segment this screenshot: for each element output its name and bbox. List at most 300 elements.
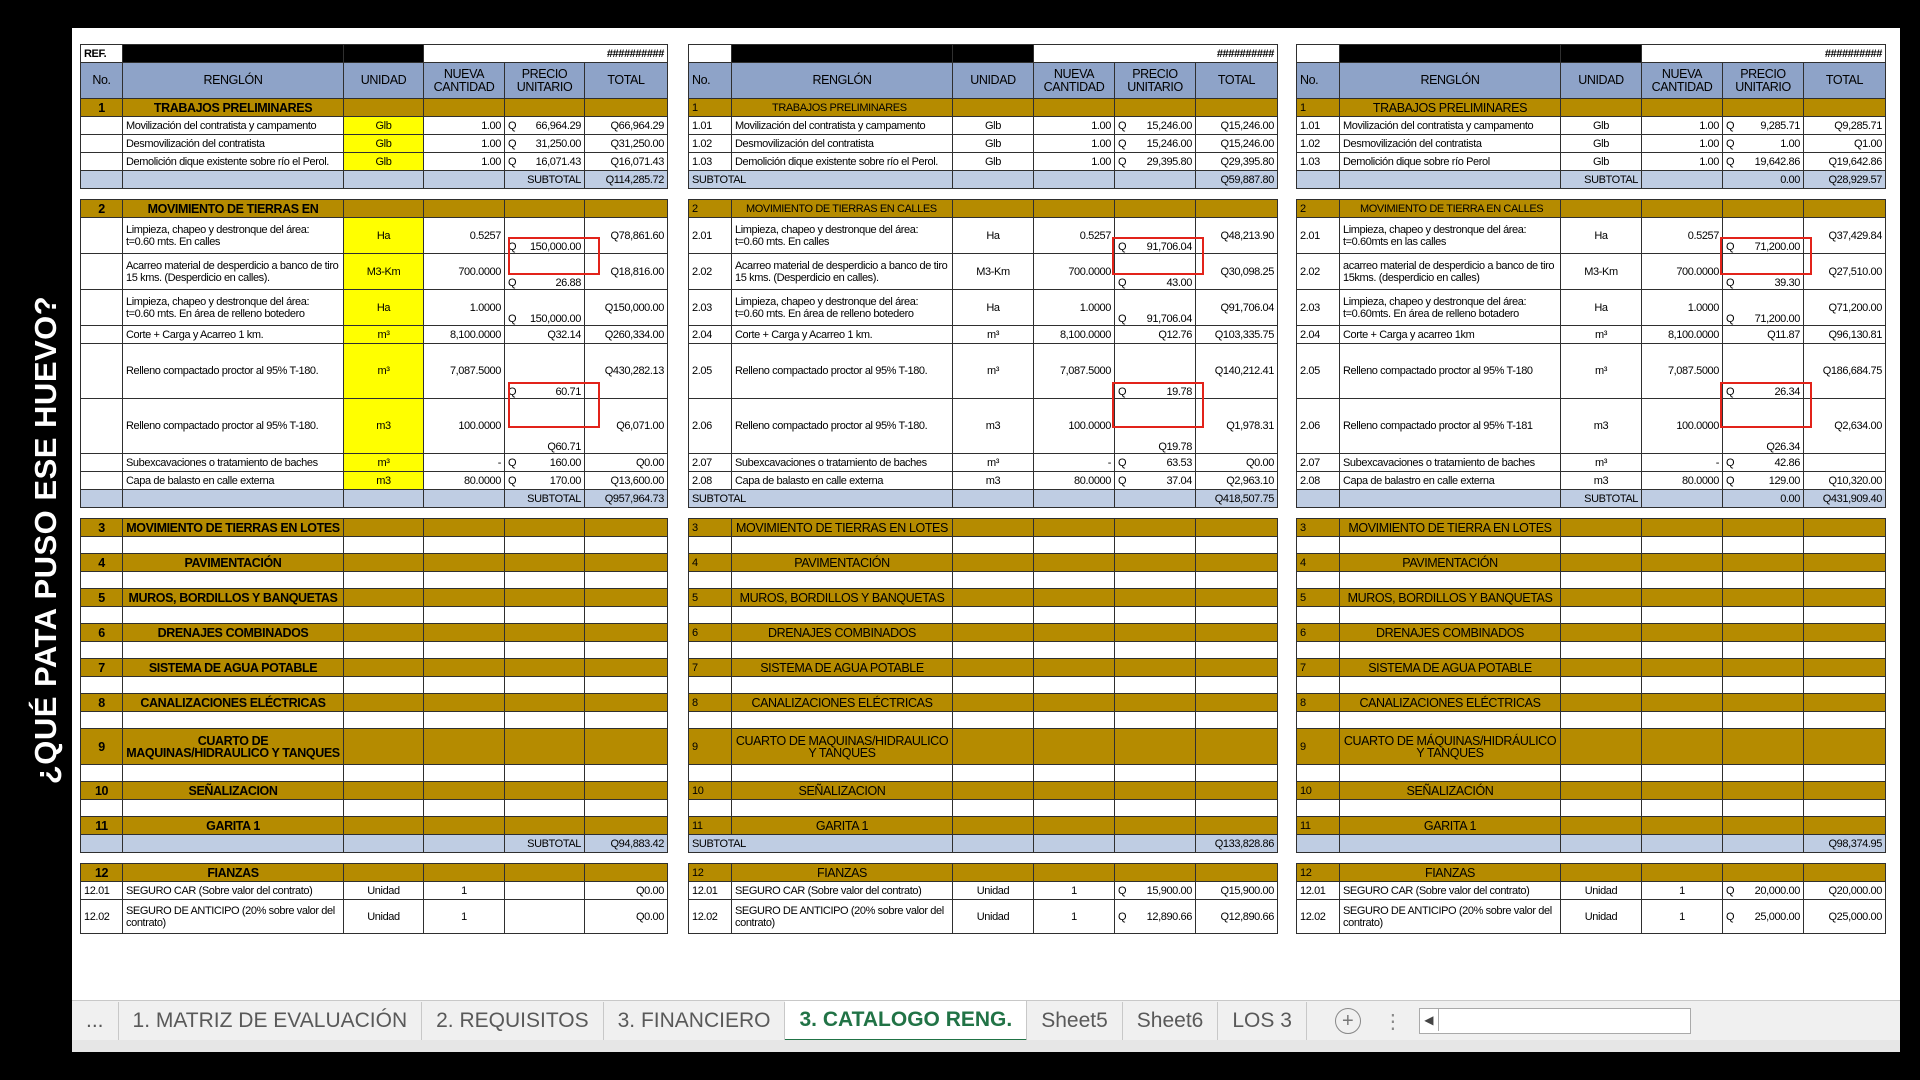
table-cell[interactable]: 1 [424, 900, 505, 934]
table-cell[interactable]: Desmovilización del contratista [732, 135, 953, 153]
table-cell[interactable]: 2.04 [1297, 326, 1340, 344]
table-cell[interactable]: Ha [1561, 290, 1642, 326]
table-cell[interactable]: 700.0000 [1642, 254, 1723, 290]
table-row[interactable] [1297, 290, 1886, 326]
table-cell[interactable]: Q18,816.00 [585, 254, 668, 290]
table-cell[interactable]: CUARTO DE MAQUINAS/HIDRAULICO Y TANQUES [732, 729, 953, 765]
table-cell[interactable]: 1 [424, 882, 505, 900]
table-cell[interactable]: M3-Km [953, 254, 1034, 290]
table-cell[interactable] [81, 254, 123, 290]
table-row[interactable] [1297, 472, 1886, 490]
table-cell[interactable] [505, 712, 585, 729]
table-cell[interactable]: 1.00 [1034, 153, 1115, 171]
table-cell[interactable] [505, 624, 585, 642]
table-cell[interactable] [1196, 537, 1278, 554]
table-cell[interactable]: 1.00 [1642, 153, 1723, 171]
table-cell[interactable] [1642, 712, 1723, 729]
table-cell[interactable] [1297, 189, 1886, 200]
table-cell[interactable] [344, 490, 424, 508]
table-cell[interactable]: 7,087.5000 [1642, 344, 1723, 399]
table-cell[interactable]: Ha [1561, 218, 1642, 254]
table-cell[interactable] [344, 537, 424, 554]
table-cell[interactable] [81, 765, 123, 782]
table-cell[interactable] [1804, 817, 1886, 835]
table-cell[interactable] [1804, 537, 1886, 554]
table-cell[interactable]: Limpieza, chapeo y destronque del área: t=0.60mts en las calles [1340, 218, 1561, 254]
table-cell[interactable]: Limpieza, chapeo y destronque del área: t=0.60 mts. En área de relleno botedero [732, 290, 953, 326]
table-cell[interactable] [1115, 900, 1196, 934]
table-cell[interactable] [1340, 800, 1561, 817]
table-cell[interactable]: Unidad [953, 900, 1034, 934]
table-cell[interactable] [585, 537, 668, 554]
table-cell[interactable] [1115, 554, 1196, 572]
table-cell[interactable] [1196, 765, 1278, 782]
table-cell[interactable] [1196, 729, 1278, 765]
table-cell[interactable]: TRABAJOS PRELIMINARES [1340, 99, 1561, 117]
table-cell[interactable] [81, 677, 123, 694]
table-cell[interactable] [344, 817, 424, 835]
table-cell[interactable] [424, 624, 505, 642]
table-cell[interactable] [1723, 454, 1804, 472]
table-cell[interactable] [81, 399, 123, 454]
table-cell[interactable]: Limpieza, chapeo y destronque del área: t=0.60 mts. En calles [732, 218, 953, 254]
table-cell[interactable]: 12 [81, 864, 123, 882]
table-cell[interactable] [1340, 171, 1561, 189]
table-cell[interactable]: Subexcavaciones o tratamiento de baches [732, 454, 953, 472]
table-cell[interactable] [344, 729, 424, 765]
table-cell[interactable] [1804, 677, 1886, 694]
table-cell[interactable]: DRENAJES COMBINADOS [1340, 624, 1561, 642]
table-cell[interactable]: Q98,374.95 [1804, 835, 1886, 853]
table-cell[interactable]: Limpieza, chapeo y destronque del área: t=0.60 mts. En calles [123, 218, 344, 254]
table-cell[interactable]: 7 [689, 659, 732, 677]
table-cell[interactable] [344, 642, 424, 659]
table-cell[interactable] [123, 642, 344, 659]
tab-sheet6[interactable]: Sheet6 [1123, 1002, 1219, 1040]
table-cell[interactable] [1034, 572, 1115, 589]
table-row[interactable] [81, 882, 668, 900]
table-cell[interactable]: Q26.34 [1723, 399, 1804, 454]
table-cell[interactable]: ########## [1642, 45, 1886, 63]
table-cell[interactable] [585, 817, 668, 835]
table-cell[interactable] [123, 765, 344, 782]
table-row[interactable] [689, 117, 1278, 135]
table-cell[interactable] [424, 677, 505, 694]
table-cell[interactable] [505, 290, 585, 326]
table-cell[interactable] [953, 765, 1034, 782]
table-cell[interactable] [585, 589, 668, 607]
table-cell[interactable]: Q430,282.13 [585, 344, 668, 399]
table-cell[interactable] [344, 554, 424, 572]
table-cell[interactable] [953, 490, 1034, 508]
table-cell[interactable] [505, 254, 585, 290]
table-cell[interactable] [424, 712, 505, 729]
table-cell[interactable] [953, 642, 1034, 659]
table-row[interactable] [1297, 254, 1886, 290]
table-cell[interactable] [81, 117, 123, 135]
table-cell[interactable] [424, 537, 505, 554]
table-cell[interactable]: GARITA 1 [123, 817, 344, 835]
table-cell[interactable] [1804, 712, 1886, 729]
table-cell[interactable]: Q103,335.75 [1196, 326, 1278, 344]
table-cell[interactable] [953, 864, 1034, 882]
table-cell[interactable]: Q48,213.90 [1196, 218, 1278, 254]
table-cell[interactable]: SEGURO DE ANTICIPO (20% sobre valor del contrato) [123, 900, 344, 934]
table-cell[interactable] [1340, 677, 1561, 694]
table-row[interactable] [81, 326, 668, 344]
table-cell[interactable] [81, 326, 123, 344]
table-cell[interactable] [1561, 572, 1642, 589]
table-cell[interactable]: Relleno compactado proctor al 95% T-180. [732, 344, 953, 399]
table-cell[interactable] [1642, 519, 1723, 537]
table-cell[interactable] [81, 454, 123, 472]
table-cell[interactable] [689, 508, 1278, 519]
table-cell[interactable] [81, 712, 123, 729]
table-cell[interactable] [81, 642, 123, 659]
table-cell[interactable] [1034, 694, 1115, 712]
table-cell[interactable] [1034, 537, 1115, 554]
table-cell[interactable]: MOVIMIENTO DE TIERRAS EN CALLES [732, 200, 953, 218]
table-cell[interactable] [1340, 572, 1561, 589]
table-cell[interactable] [689, 45, 732, 63]
table-cell[interactable]: Q15,900.00 [1196, 882, 1278, 900]
table-cell[interactable]: Q1.00 [1804, 135, 1886, 153]
table-cell[interactable] [1196, 554, 1278, 572]
table-cell[interactable] [1115, 99, 1196, 117]
table-cell[interactable]: Q91,706.04 [1196, 290, 1278, 326]
table-cell[interactable] [1297, 171, 1340, 189]
table-cell[interactable]: 10 [1297, 782, 1340, 800]
table-cell[interactable] [1297, 853, 1886, 864]
table-cell[interactable] [1034, 589, 1115, 607]
table-cell[interactable] [344, 800, 424, 817]
table-cell[interactable]: DRENAJES COMBINADOS [123, 624, 344, 642]
table-cell[interactable] [123, 537, 344, 554]
table-cell[interactable]: 1.03 [1297, 153, 1340, 171]
table-cell[interactable] [1340, 765, 1561, 782]
table-cell[interactable] [1804, 864, 1886, 882]
table-cell[interactable] [1723, 554, 1804, 572]
table-cell[interactable] [1196, 200, 1278, 218]
table-cell[interactable]: Q0.00 [585, 882, 668, 900]
table-cell[interactable] [505, 153, 585, 171]
table-cell[interactable] [1723, 153, 1804, 171]
table-cell[interactable] [1642, 607, 1723, 624]
table-cell[interactable] [1196, 99, 1278, 117]
table-cell[interactable]: Ha [344, 290, 424, 326]
table-cell[interactable] [1723, 694, 1804, 712]
table-cell[interactable]: PAVIMENTACIÓN [732, 554, 953, 572]
table-cell[interactable]: 12 [1297, 864, 1340, 882]
table-cell[interactable]: Q0.00 [585, 454, 668, 472]
table-cell[interactable] [424, 607, 505, 624]
table-cell[interactable] [1034, 659, 1115, 677]
table-cell[interactable]: CUARTO DE MAQUINAS/HIDRAULICO Y TANQUES [123, 729, 344, 765]
table-cell[interactable] [81, 607, 123, 624]
table-cell[interactable]: SEÑALIZACIÓN [1340, 782, 1561, 800]
table-cell[interactable] [953, 659, 1034, 677]
table-cell[interactable]: 11 [689, 817, 732, 835]
table-cell[interactable]: 1.0000 [424, 290, 505, 326]
table-cell[interactable]: SEGURO CAR (Sobre valor del contrato) [123, 882, 344, 900]
table-cell[interactable]: 12.02 [1297, 900, 1340, 934]
table-cell[interactable] [1561, 659, 1642, 677]
table-cell[interactable] [1034, 554, 1115, 572]
table-cell[interactable] [1034, 817, 1115, 835]
table-cell[interactable]: m3 [953, 472, 1034, 490]
table-cell[interactable] [81, 835, 123, 853]
table-cell[interactable] [585, 782, 668, 800]
table-cell[interactable] [123, 677, 344, 694]
table-cell[interactable]: Q12.76 [1115, 326, 1196, 344]
table-cell[interactable]: RENGLÓN [732, 63, 953, 99]
table-row[interactable] [689, 472, 1278, 490]
table-row[interactable] [689, 218, 1278, 254]
table-cell[interactable] [1642, 572, 1723, 589]
table-cell[interactable]: 2.01 [1297, 218, 1340, 254]
table-cell[interactable] [1561, 554, 1642, 572]
table-cell[interactable] [1340, 537, 1561, 554]
table-cell[interactable] [344, 171, 424, 189]
table-cell[interactable]: Subexcavaciones o tratamiento de baches [123, 454, 344, 472]
table-cell[interactable]: UNIDAD [953, 63, 1034, 99]
table-cell[interactable]: 2.02 [1297, 254, 1340, 290]
table-cell[interactable] [1723, 624, 1804, 642]
table-cell[interactable]: Unidad [344, 882, 424, 900]
table-cell[interactable]: Glb [1561, 153, 1642, 171]
table-cell[interactable] [1723, 99, 1804, 117]
table-cell[interactable] [1115, 835, 1196, 853]
table-row[interactable] [81, 135, 668, 153]
table-cell[interactable] [1723, 729, 1804, 765]
table-cell[interactable]: Acarreo material de desperdicio a banco de tiro 15 kms. (Desperdicio en calles). [732, 254, 953, 290]
table-cell[interactable]: m³ [1561, 454, 1642, 472]
table-cell[interactable]: Glb [1561, 135, 1642, 153]
table-cell[interactable]: 80.0000 [1642, 472, 1723, 490]
table-cell[interactable] [344, 712, 424, 729]
table-cell[interactable]: Q27,510.00 [1804, 254, 1886, 290]
table-cell[interactable] [732, 45, 953, 63]
table-cell[interactable]: 1.00 [1642, 117, 1723, 135]
tab-requisitos[interactable]: 2. REQUISITOS [422, 1002, 604, 1040]
table-cell[interactable] [1115, 817, 1196, 835]
table-row[interactable] [689, 290, 1278, 326]
table-cell[interactable]: 1.00 [1034, 135, 1115, 153]
table-cell[interactable]: Q133,828.86 [1196, 835, 1278, 853]
table-cell[interactable] [1297, 800, 1340, 817]
table-cell[interactable]: m³ [953, 454, 1034, 472]
table-cell[interactable]: SUBTOTAL [1561, 171, 1642, 189]
table-cell[interactable] [344, 589, 424, 607]
table-cell[interactable] [953, 782, 1034, 800]
table-cell[interactable] [1115, 607, 1196, 624]
table-cell[interactable] [1034, 99, 1115, 117]
table-cell[interactable] [1034, 624, 1115, 642]
table-cell[interactable] [505, 782, 585, 800]
tab-los3[interactable]: LOS 3 [1218, 1002, 1307, 1040]
table-cell[interactable] [505, 659, 585, 677]
table-cell[interactable]: m³ [953, 344, 1034, 399]
table-cell[interactable]: SEÑALIZACION [732, 782, 953, 800]
table-cell[interactable] [81, 344, 123, 399]
table-cell[interactable] [1723, 765, 1804, 782]
table-row[interactable] [1297, 135, 1886, 153]
add-sheet-icon[interactable]: + [1335, 1008, 1361, 1034]
table-cell[interactable]: m3 [344, 399, 424, 454]
table-cell[interactable]: 7 [81, 659, 123, 677]
table-cell[interactable]: 11 [81, 817, 123, 835]
table-cell[interactable] [1115, 218, 1196, 254]
table-cell[interactable]: Relleno compactado proctor al 95% T-180. [732, 399, 953, 454]
table-cell[interactable]: 4 [1297, 554, 1340, 572]
table-cell[interactable] [1297, 677, 1340, 694]
table-cell[interactable] [1804, 800, 1886, 817]
table-cell[interactable] [81, 153, 123, 171]
table-cell[interactable] [1642, 659, 1723, 677]
table-cell[interactable] [585, 729, 668, 765]
table-cell[interactable]: SUBTOTAL [505, 490, 585, 508]
table-cell[interactable]: Ha [953, 218, 1034, 254]
table-cell[interactable]: 6 [1297, 624, 1340, 642]
table-cell[interactable] [123, 607, 344, 624]
tab-matriz[interactable]: 1. MATRIZ DE EVALUACIÓN [119, 1002, 423, 1040]
table-cell[interactable] [1561, 712, 1642, 729]
table-cell[interactable] [1642, 817, 1723, 835]
table-cell[interactable]: 12.01 [1297, 882, 1340, 900]
table-cell[interactable] [1196, 519, 1278, 537]
table-cell[interactable]: m³ [344, 326, 424, 344]
table-cell[interactable] [344, 99, 424, 117]
table-cell[interactable] [424, 200, 505, 218]
table-cell[interactable]: 100.0000 [1034, 399, 1115, 454]
table-cell[interactable]: 3 [689, 519, 732, 537]
table-cell[interactable]: Relleno compactado proctor al 95% T-180 [1340, 344, 1561, 399]
table-cell[interactable]: Corte + Carga y Acarreo 1 km. [123, 326, 344, 344]
table-cell[interactable] [1723, 200, 1804, 218]
table-cell[interactable] [1723, 800, 1804, 817]
table-cell[interactable]: 8,100.0000 [1034, 326, 1115, 344]
table-cell[interactable] [1561, 782, 1642, 800]
table-cell[interactable] [1115, 642, 1196, 659]
table-cell[interactable] [1297, 835, 1340, 853]
table-cell[interactable] [1804, 659, 1886, 677]
table-cell[interactable]: Unidad [953, 882, 1034, 900]
scroll-left-icon[interactable]: ◀ [1420, 1009, 1439, 1031]
table-cell[interactable] [1034, 642, 1115, 659]
table-cell[interactable] [585, 864, 668, 882]
table-cell[interactable] [1723, 677, 1804, 694]
table-cell[interactable] [344, 659, 424, 677]
table-cell[interactable]: 12 [689, 864, 732, 882]
table-cell[interactable] [585, 99, 668, 117]
table-cell[interactable]: Unidad [1561, 882, 1642, 900]
table-cell[interactable] [953, 99, 1034, 117]
table-cell[interactable] [1115, 800, 1196, 817]
table-cell[interactable]: m3 [344, 472, 424, 490]
table-cell[interactable] [953, 589, 1034, 607]
table-cell[interactable] [1196, 624, 1278, 642]
table-cell[interactable] [1561, 835, 1642, 853]
table-cell[interactable] [81, 189, 668, 200]
table-cell[interactable] [1115, 624, 1196, 642]
table-row[interactable] [81, 344, 668, 399]
table-cell[interactable] [1804, 589, 1886, 607]
table-cell[interactable] [1561, 864, 1642, 882]
table-cell[interactable]: 3 [81, 519, 123, 537]
table-cell[interactable] [689, 642, 732, 659]
table-cell[interactable] [1196, 694, 1278, 712]
table-row[interactable] [689, 344, 1278, 399]
table-cell[interactable]: 100.0000 [424, 399, 505, 454]
table-cell[interactable]: m³ [953, 326, 1034, 344]
table-cell[interactable] [1115, 659, 1196, 677]
table-cell[interactable] [1196, 607, 1278, 624]
table-cell[interactable]: Q0.00 [1196, 454, 1278, 472]
table-cell[interactable] [953, 835, 1034, 853]
table-cell[interactable]: Movilización del contratista y campamento [732, 117, 953, 135]
table-cell[interactable] [1115, 572, 1196, 589]
table-cell[interactable] [1561, 589, 1642, 607]
table-cell[interactable] [1723, 135, 1804, 153]
table-cell[interactable] [1642, 642, 1723, 659]
table-cell[interactable] [689, 537, 732, 554]
table-cell[interactable] [1115, 677, 1196, 694]
table-cell[interactable] [424, 864, 505, 882]
table-cell[interactable] [1561, 519, 1642, 537]
table-cell[interactable] [1115, 782, 1196, 800]
table-cell[interactable]: Q71,200.00 [1804, 290, 1886, 326]
table-row[interactable] [689, 900, 1278, 934]
table-cell[interactable] [1642, 694, 1723, 712]
table-cell[interactable] [1297, 572, 1340, 589]
tab-more[interactable]: ... [72, 1002, 119, 1040]
table-cell[interactable]: 12.01 [81, 882, 123, 900]
table-cell[interactable]: CANALIZACIONES ELÉCTRICAS [1340, 694, 1561, 712]
table-cell[interactable]: m³ [1561, 344, 1642, 399]
table-cell[interactable]: Q2,634.00 [1804, 399, 1886, 454]
table-cell[interactable] [424, 171, 505, 189]
table-cell[interactable]: Capa de balastro en calle externa [1340, 472, 1561, 490]
table-cell[interactable] [1034, 677, 1115, 694]
horizontal-scrollbar[interactable] [1419, 1008, 1691, 1034]
table-cell[interactable] [1723, 472, 1804, 490]
table-cell[interactable]: Q94,883.42 [585, 835, 668, 853]
table-cell[interactable] [505, 694, 585, 712]
table-cell[interactable] [1723, 572, 1804, 589]
table-cell[interactable] [1723, 712, 1804, 729]
table-cell[interactable]: 1.02 [1297, 135, 1340, 153]
table-cell[interactable] [81, 218, 123, 254]
table-cell[interactable]: 0.5257 [1034, 218, 1115, 254]
table-cell[interactable] [1196, 642, 1278, 659]
table-cell[interactable]: Q19,642.86 [1804, 153, 1886, 171]
table-cell[interactable] [1297, 490, 1340, 508]
table-cell[interactable]: Q0.00 [585, 900, 668, 934]
table-cell[interactable]: 7,087.5000 [1034, 344, 1115, 399]
table-cell[interactable]: Limpieza, chapeo y destronque del área: t=0.60mts. En área de relleno botadero [1340, 290, 1561, 326]
table-cell[interactable] [1723, 782, 1804, 800]
table-cell[interactable]: SEGURO DE ANTICIPO (20% sobre valor del contrato) [732, 900, 953, 934]
table-cell[interactable] [1561, 677, 1642, 694]
table-cell[interactable] [585, 624, 668, 642]
table-cell[interactable] [953, 624, 1034, 642]
table-cell[interactable] [123, 171, 344, 189]
table-cell[interactable] [953, 817, 1034, 835]
table-cell[interactable] [1196, 817, 1278, 835]
table-cell[interactable] [505, 817, 585, 835]
table-cell[interactable] [81, 290, 123, 326]
table-cell[interactable] [1034, 864, 1115, 882]
